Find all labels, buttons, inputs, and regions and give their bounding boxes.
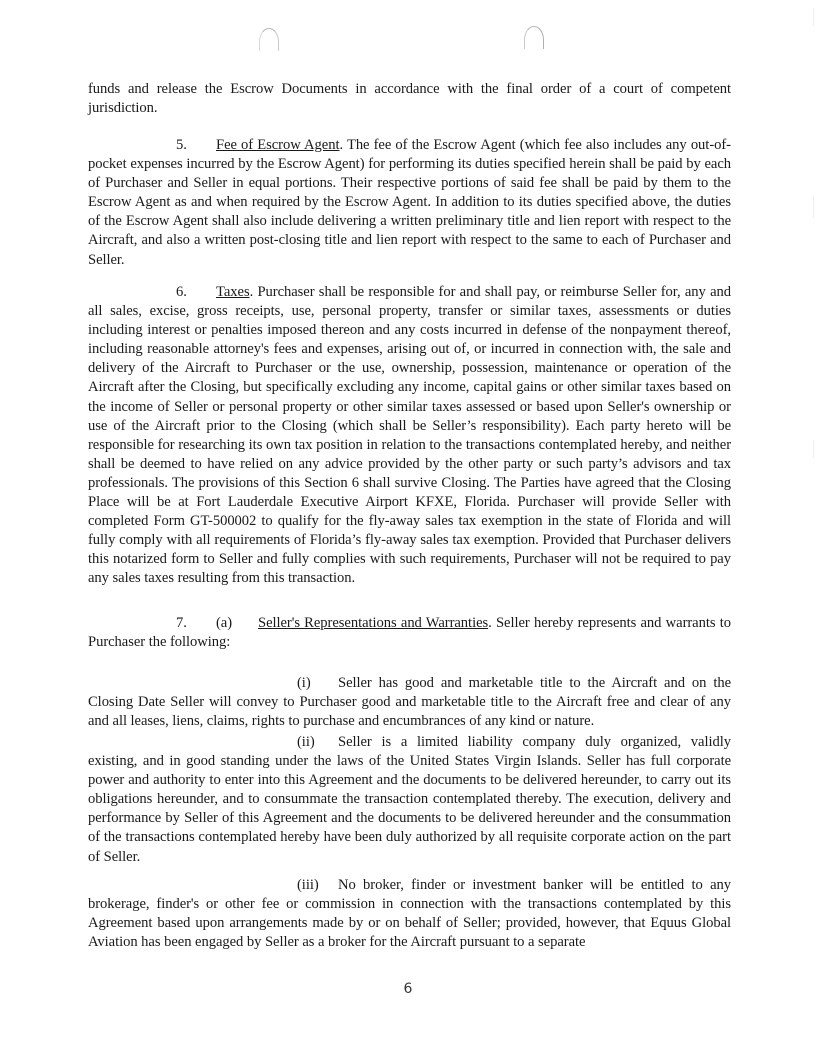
section-7a-iii-paragraph xyxy=(88,876,731,952)
section-body: Seller hereby represents and warrants to Purchaser the following: xyxy=(88,615,731,651)
section-7a-i-paragraph xyxy=(88,674,731,731)
continuation-text: funds and release the Escrow Documents in accordance with the final order of a court of competent jurisdiction. xyxy=(88,81,731,117)
clause-body: Seller has good and marketable title to the Aircraft and on the Closing Date Seller will convey to Purchaser good and marketable title to the Aircraft free and clear of any and all leases, liens, claims, rights to purchase and encumbrances of any kind or nature. xyxy=(88,675,731,730)
punch-hole-mark xyxy=(524,26,544,49)
heading-punct: . xyxy=(488,615,492,631)
continuation-paragraph xyxy=(88,80,731,118)
section-6-paragraph xyxy=(88,283,731,589)
clause-body: No broker, finder or investment banker will be entitled to any brokerage, finder's or other fee or commission in connection with the transactions contemplated by this Agreement based upon arrangements made by or on behalf of Seller; provided, however, that Equus Global Aviation has been engaged by Seller as a broker for the Aircraft pursuant to a separate xyxy=(88,877,731,951)
section-heading: Taxes xyxy=(216,284,250,300)
clause-label: (iii) xyxy=(297,877,319,893)
section-heading: Fee of Escrow Agent xyxy=(216,137,340,153)
clause-label: (ii) xyxy=(297,734,315,750)
subsection-label: (a) xyxy=(216,615,233,631)
clause-body: Seller is a limited liability company duly organized, validly existing, and in good standing under the laws of the United States Virgin Islands. Seller has full corporate power and authority to enter into this Agreement and the documents to be delivered hereunder, to carry out its obligations hereunder, and to consummate the transaction contemplated thereby. The execution, delivery and performance by Seller of this Agreement and the documents to be delivered hereunder and the consummation of the transactions contemplated hereby have been duly authorized by all requisite corporate action on the part of Seller. xyxy=(88,734,731,865)
punch-hole-mark xyxy=(259,28,279,51)
section-body: The fee of the Escrow Agent (which fee also includes any out-of-pocket expenses incurred by the Escrow Agent) for performing its duties specified herein shall be paid by each of Purchaser and Seller in equal portions. Their respective portions of said fee shall be paid by them to the Escrow Agent as and when required by the Escrow Agent. In addition to its duties specified above, the duties of the Escrow Agent shall also include delivering a written preliminary title and lien report with respect to the Aircraft, and also a written post-closing title and lien report with respect to the same to each of Purchaser and Seller. xyxy=(88,137,731,268)
section-number: 6. xyxy=(176,284,187,300)
clause-label: (i) xyxy=(297,675,311,691)
heading-punct: . xyxy=(339,137,344,153)
section-number: 7. xyxy=(176,615,187,631)
page-number: 6 xyxy=(403,981,413,997)
section-heading: Seller's Representations and Warranties xyxy=(258,615,489,631)
scan-edge-mark xyxy=(813,196,814,218)
section-body: Purchaser shall be responsible for and shall pay, or reimburse Seller for, any and all sales, excise, gross receipts, use, personal property, transfer or similar taxes, assessments or duties including interest or penalties imposed thereon and any costs incurred in defense of the nonpayment thereof, including reasonable attorney's fees and expenses, arising out of, or incurred in connection with, the sale and delivery of the Aircraft to Purchaser or the use, ownership, possession, maintenance or operation of the Aircraft after the Closing, but specifically excluding any income, capital gains or other similar taxes based on the income of Seller or personal property or other similar taxes assessed or based upon Seller's ownership or use of the Aircraft prior to the Closing (which shall be Seller’s responsibility). Each party hereto will be responsible for researching its own tax position in relation to the transactions contemplated hereby, and neither shall be deemed to have relied on any advice provided by the other party or such party’s advisors and tax professionals. The provisions of this Section 6 shall survive Closing. The Parties have agreed that the Closing Place will be at Fort Lauderdale Executive Airport KFXE, Florida. Purchaser will provide Seller with completed Form GT-500002 to qualify for the fly-away sales tax exemption in the state of Florida and will fully comply with all requirements of Florida’s fly-away sales tax exemption. Provided that Purchaser delivers this notarized form to Seller and fully complies with such requirements, Purchaser will not be required to pay any sales taxes resulting from this transaction. xyxy=(88,284,731,587)
heading-punct: . xyxy=(249,284,254,300)
scan-edge-mark xyxy=(813,440,814,458)
section-number: 5. xyxy=(176,137,187,153)
section-7a-ii-paragraph xyxy=(88,733,731,867)
section-5-paragraph xyxy=(88,136,731,270)
section-7a-paragraph xyxy=(88,614,731,652)
scan-edge-mark xyxy=(813,8,814,26)
